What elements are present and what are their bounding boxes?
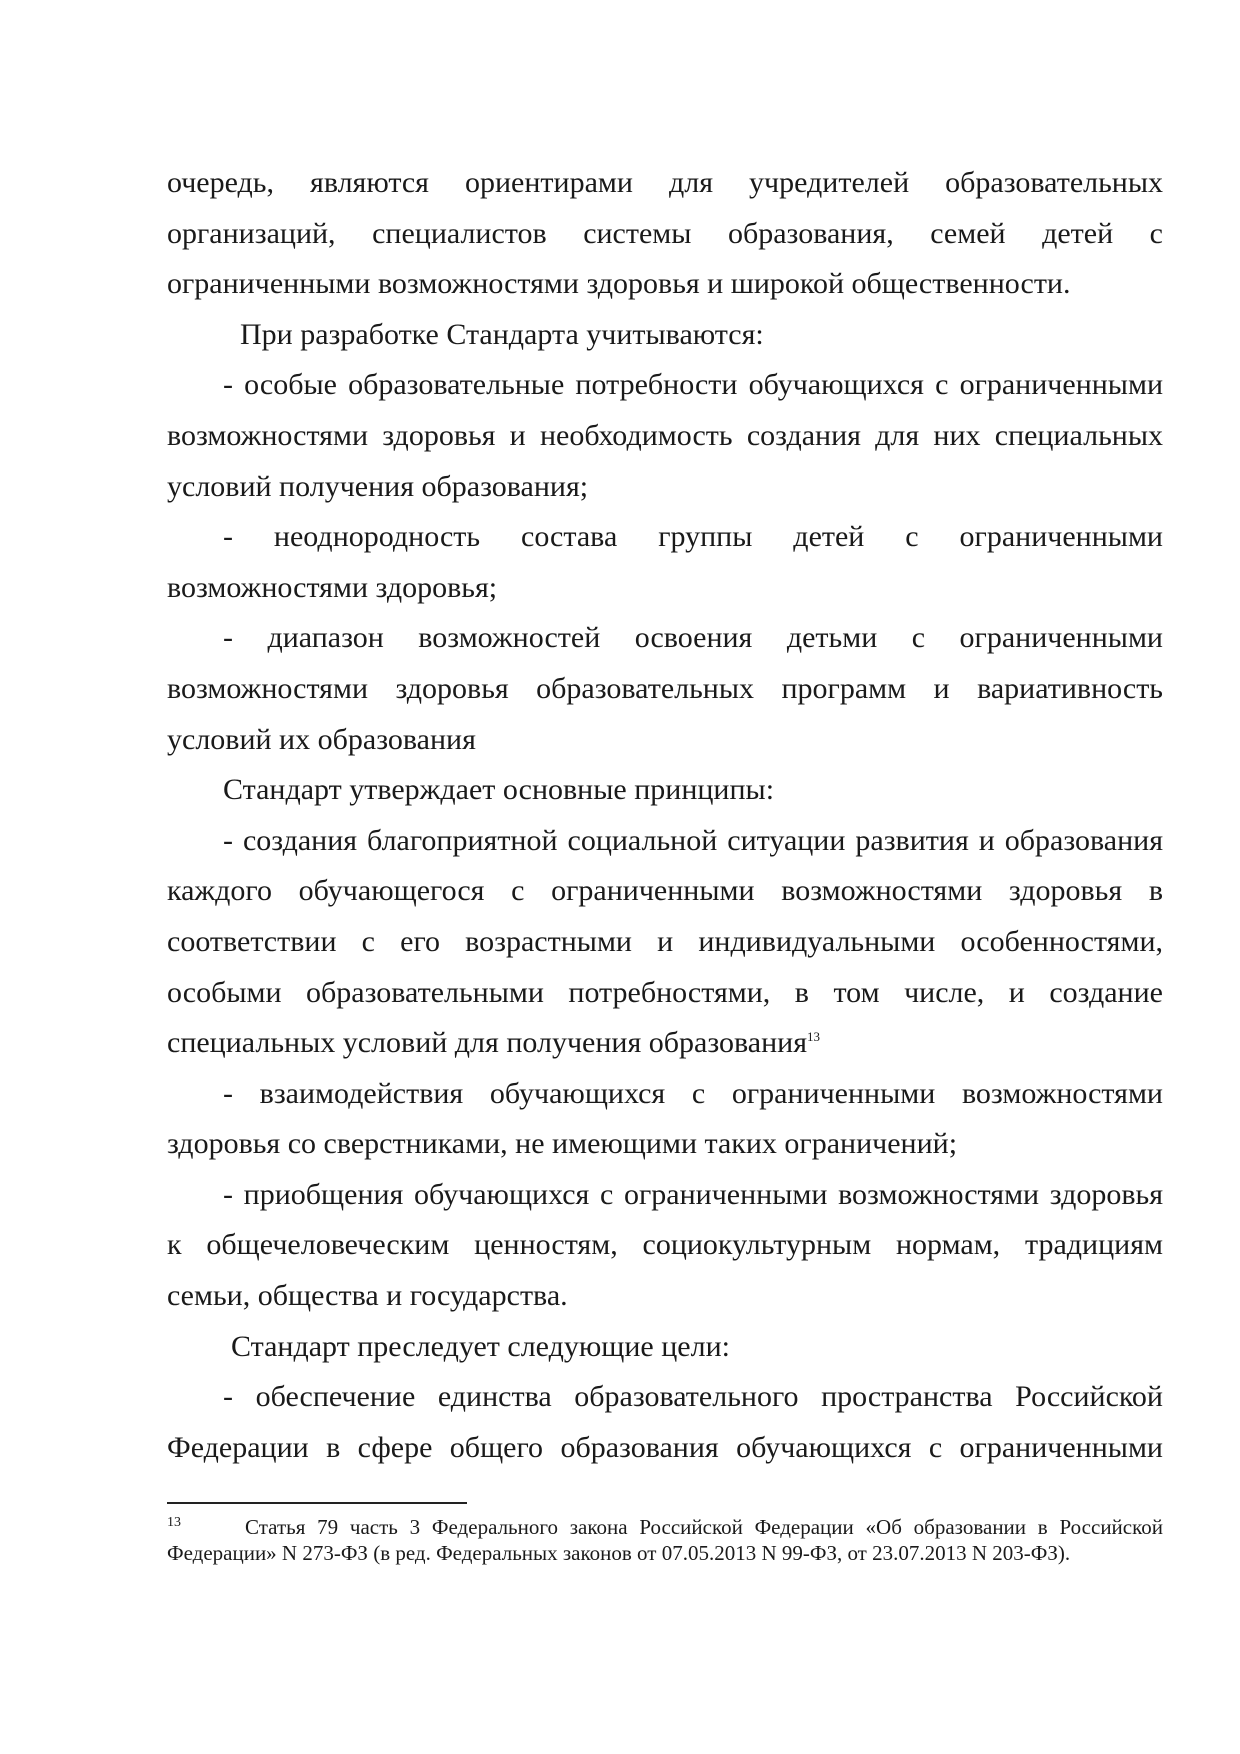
paragraph-7-text: - создания благоприятной социальной ситуации развития и образования каждого обучающегося с ограниченными возможностями здоровья в соответствии с его возрастными и индивидуальными особенностями, особыми образовательными потребностями, в том числе, и создание специальных условий для получения образования — [167, 823, 1163, 1060]
footnote-text: Статья 79 часть 3 Федерального закона Российской Федерации «Об образовании в Российской Федерации» N 273-ФЗ (в ред. Федеральных законов от 07.05.2013 N 99-ФЗ, от 23.07.2013 N 203-ФЗ). — [167, 1515, 1163, 1565]
body-text — [167, 158, 1163, 1473]
paragraph-2: При разработке Стандарта учитываются: — [240, 317, 764, 351]
paragraph-1: очередь, являются ориентирами для учредителей образовательных организаций, специалистов системы образования, семей детей с ограниченными возможностями здоровья и широкой общественности. — [167, 166, 1163, 301]
paragraph-9: - приобщения обучающихся с ограниченными возможностями здоровья к общечеловеческим ценностям, социокультурным нормам, традициям семьи, общества и государства. — [167, 1177, 1163, 1313]
footnote-reference[interactable]: 13 — [807, 1029, 821, 1045]
paragraph-3: - особые образовательные потребности обучающихся с ограниченными возможностями здоровья и необходимость создания для них специальных условий получения образования; — [167, 368, 1163, 503]
paragraph-6: Стандарт утверждает основные принципы: — [223, 773, 775, 807]
paragraph-10: Стандарт преследует следующие цели: — [231, 1329, 730, 1363]
paragraph-4: - неоднородность состава группы детей с ограниченными возможностями здоровья; — [167, 520, 1163, 604]
footnote-separator — [167, 1502, 467, 1504]
paragraph-5: - диапазон возможностей освоения детьми с ограниченными возможностями здоровья образовательных программ и вариативность условий их образования — [167, 621, 1163, 756]
paragraph-7 — [167, 816, 1163, 1069]
footnote: 13 Статья 79 часть 3 Федерального закона Российской Федерации «Об образовании в Российской Федерации» N 273-ФЗ (в ред. Федеральных законов от 07.05.2013 N 99-ФЗ, от 23.07.2013 N 203-ФЗ). — [167, 1515, 1163, 1565]
paragraph-11: - обеспечение единства образовательного пространства Российской Федерации в сфере общего образования обучающихся с ограниченными — [167, 1380, 1163, 1464]
paragraph-8: - взаимодействия обучающихся с ограниченными возможностями здоровья со сверстниками, не имеющими таких ограничений; — [167, 1076, 1163, 1161]
